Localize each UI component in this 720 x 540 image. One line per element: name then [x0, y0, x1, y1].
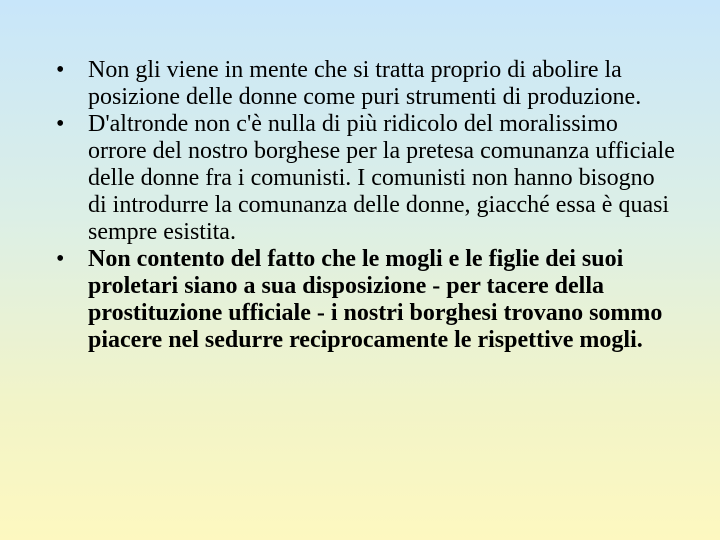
bullet-marker: • [56, 111, 65, 137]
bullet-marker: • [56, 246, 65, 272]
bullet-marker: • [56, 57, 65, 83]
bullet-text: Non contento del fatto che le mogli e le figlie dei suoi proletari siano a sua disposizione - per tacere della prostituzione ufficiale - i nostri borghesi trovano sommo piacere nel sedurre reciprocamente le rispettive mogli. [88, 246, 663, 353]
bullet-item-2 [56, 111, 676, 246]
bullet-text: D'altronde non c'è nulla di più ridicolo del moralissimo orrore del nostro borghese per la pretesa comunanza ufficiale delle donne fra i comunisti. I comunisti non hanno bisogno di introdurre la comunanza delle donne, giacché essa è quasi sempre esistita. [88, 111, 675, 245]
bullet-item-3 [56, 246, 676, 354]
bullet-item-1 [56, 57, 676, 111]
bullet-list [56, 57, 676, 354]
bullet-text: Non gli viene in mente che si tratta proprio di abolire la posizione delle donne come puri strumenti di produzione. [88, 57, 642, 110]
